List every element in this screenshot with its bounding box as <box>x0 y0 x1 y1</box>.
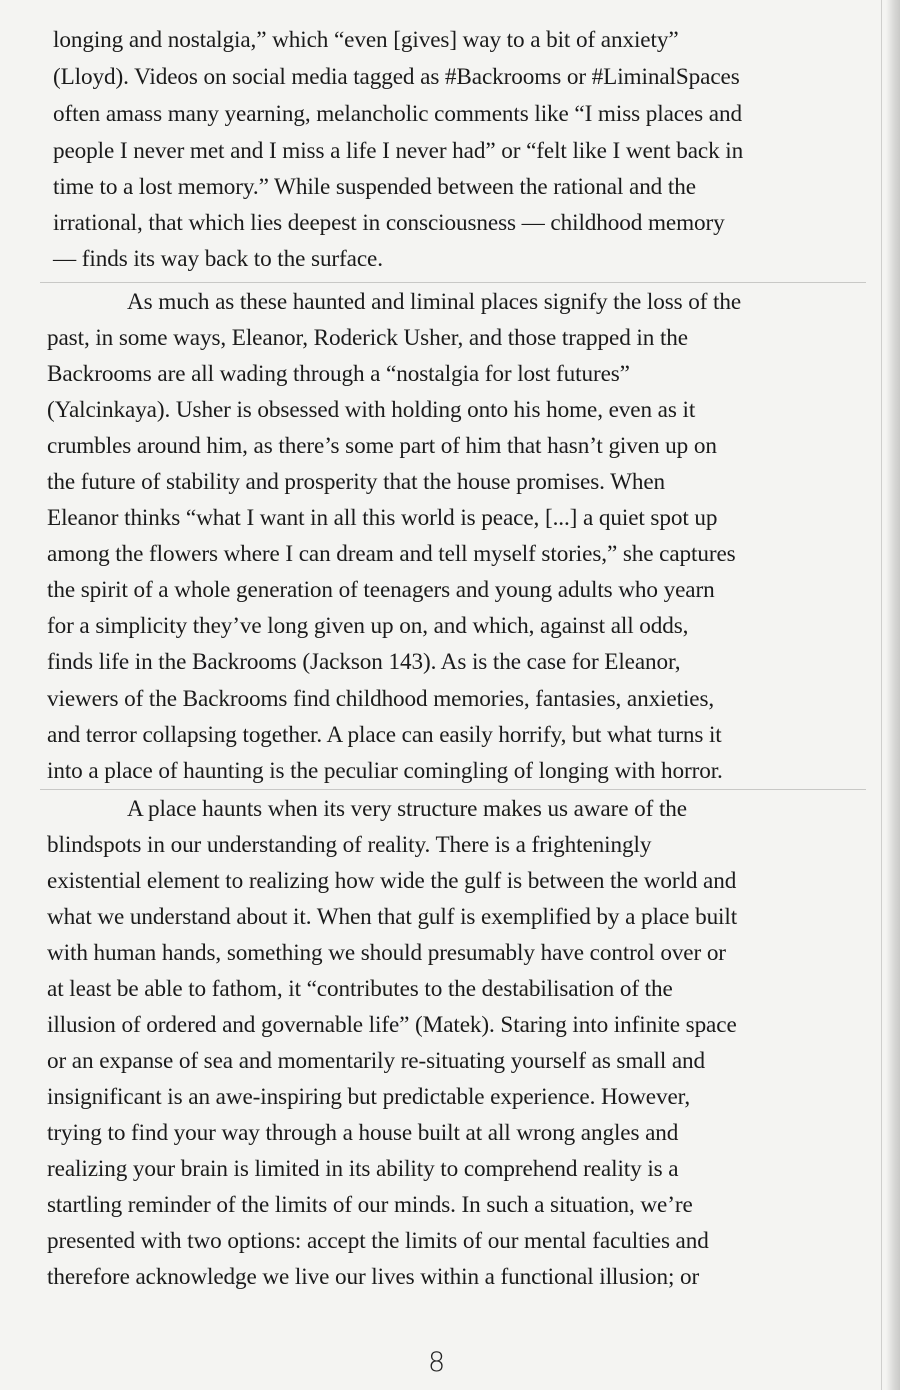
text-line: longing and nostalgia,” which “even [gives] way to a bit of anxiety” <box>53 27 679 53</box>
text-line: (Lloyd). Videos on social media tagged as #Backrooms or #LiminalSpaces <box>53 64 740 90</box>
text-line: for a simplicity they’ve long given up on, and which, against all odds, <box>47 613 689 639</box>
text-line: time to a lost memory.” While suspended between the rational and the <box>53 174 696 200</box>
text-line: often amass many yearning, melancholic comments like “I miss places and <box>53 101 742 127</box>
text-line: and terror collapsing together. A place can easily horrify, but what turns it <box>47 722 722 748</box>
text-line: Eleanor thinks “what I want in all this world is peace, [...] a quiet spot up <box>47 505 718 531</box>
text-line: past, in some ways, Eleanor, Roderick Usher, and those trapped in the <box>47 325 688 351</box>
paste-seam-bottom <box>40 789 866 790</box>
text-line: (Yalcinkaya). Usher is obsessed with holding onto his home, even as it <box>47 397 696 423</box>
text-line: finds life in the Backrooms (Jackson 143). As is the case for Eleanor, <box>47 649 681 675</box>
text-line: crumbles around him, as there’s some part of him that hasn’t given up on <box>47 433 717 459</box>
text-line: blindspots in our understanding of reality. There is a frighteningly <box>47 832 652 858</box>
text-line: the spirit of a whole generation of teenagers and young adults who yearn <box>47 577 715 603</box>
text-line: with human hands, something we should presumably have control over or <box>47 940 726 966</box>
text-line: what we understand about it. When that gulf is exemplified by a place built <box>47 904 738 930</box>
text-line: startling reminder of the limits of our minds. In such a situation, we’re <box>47 1192 693 1218</box>
text-line: A place haunts when its very structure makes us aware of the <box>127 796 687 822</box>
text-line: realizing your brain is limited in its ability to comprehend reality is a <box>47 1156 679 1182</box>
text-line: people I never met and I miss a life I never had” or “felt like I went back in <box>53 138 744 164</box>
text-line: among the flowers where I can dream and tell myself stories,” she captures <box>47 541 736 567</box>
text-line: therefore acknowledge we live our lives within a functional illusion; or <box>47 1264 700 1290</box>
text-line: at least be able to fathom, it “contributes to the destabilisation of the <box>47 976 673 1002</box>
text-line: illusion of ordered and governable life” (Matek). Staring into infinite space <box>47 1012 737 1038</box>
text-line: the future of stability and prosperity that the house promises. When <box>47 469 666 495</box>
text-line: viewers of the Backrooms find childhood memories, fantasies, anxieties, <box>47 686 715 712</box>
text-line: into a place of haunting is the peculiar comingling of longing with horror. <box>47 758 723 784</box>
paste-seam-top <box>40 282 866 283</box>
text-line: or an expanse of sea and momentarily re-situating yourself as small and <box>47 1048 706 1074</box>
text-line: Backrooms are all wading through a “nostalgia for lost futures” <box>47 361 630 387</box>
scan-edge-shadow <box>881 0 882 1390</box>
text-line: existential element to realizing how wide the gulf is between the world and <box>47 868 737 894</box>
text-line: As much as these haunted and liminal places signify the loss of the <box>127 289 742 315</box>
text-line: — finds its way back to the surface. <box>53 246 383 272</box>
text-line: irrational, that which lies deepest in consciousness — childhood memory <box>53 210 725 236</box>
page-number: 8 <box>428 1347 446 1378</box>
text-line: presented with two options: accept the limits of our mental faculties and <box>47 1228 709 1254</box>
scan-edge <box>886 0 900 1390</box>
text-line: trying to find your way through a house built at all wrong angles and <box>47 1120 679 1146</box>
text-line: insignificant is an awe-inspiring but predictable experience. However, <box>47 1084 691 1110</box>
